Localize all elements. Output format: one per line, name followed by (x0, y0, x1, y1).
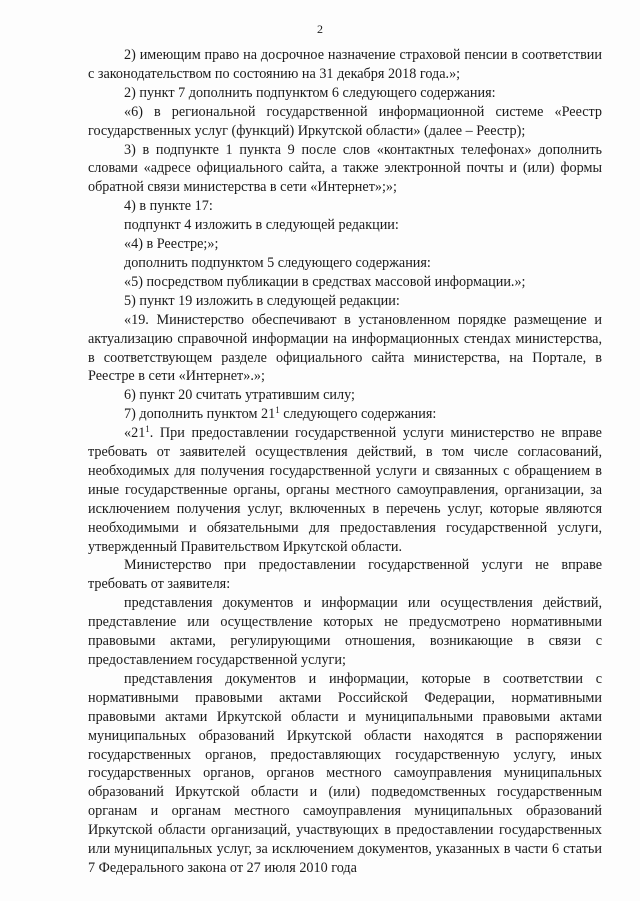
paragraph: представления документов и информации или осуществления действий, представление или осуществление которых не предусмотрено нормативными правовыми актами, регулирующими отношения, возникающие в связи с предоставлением государственной услуги; (88, 595, 602, 668)
superscript: 1 (145, 424, 150, 435)
superscript: 1 (275, 405, 280, 416)
paragraph: 3) в подпункте 1 пункта 9 после слов «контактных телефонах» дополнить словами «адресе официального сайта, а также электронной почты и (или) формы обратной связи министерства в сети «Интернет»;»; (88, 141, 602, 196)
paragraph: «4) в Реестре;»; (124, 236, 219, 253)
paragraph-item-21-1 (88, 424, 602, 556)
paragraph-item-21-1-intro (88, 405, 602, 424)
paragraph: 2) имеющим право на досрочное назначение страховой пенсии в соответствии с законодательством по состоянию на 31 декабря 2018 года.»; (88, 47, 602, 82)
paragraph: 2) пункт 7 дополнить подпунктом 6 следующего содержания: (124, 84, 496, 101)
paragraph: «19. Министерство обеспечивают в установленном порядке размещение и актуализацию справочной информации на информационных стендах министерства, в соответствующем разделе официального сайта министерства, на Портале, в Реестре в сети «Интернет».»; (88, 311, 602, 385)
text-run: «21 (124, 425, 146, 442)
text-run: 7) дополнить пунктом 21 (124, 406, 276, 423)
page-number: 2 (317, 22, 323, 36)
paragraph: 4) в пункте 17: (124, 198, 213, 215)
paragraph: «6) в региональной государственной информационной системе «Реестр государственных услуг (функций) Иркутской области» (далее – Реестр); (88, 103, 602, 139)
paragraph: Министерство при предоставлении государственной услуги не вправе требовать от заявителя: (88, 557, 602, 593)
text-run: . При предоставлении государственной услуги министерство не вправе требовать от заявителей осуществления действий, в том числе согласований, необходимых для получения государственной услуги и связанных с обращением в иные государственные органы, органы местного самоуправления, организации, за исключением получения услуг, включенных в перечень услуг, которые являются необходимыми и обязательными для предоставления государственной услуги, утвержденный Правительством Иркутской области. (88, 425, 602, 555)
paragraph: подпункт 4 изложить в следующей редакции: (124, 217, 399, 234)
document-body (88, 46, 602, 878)
text-run: следующего содержания: (279, 406, 437, 423)
paragraph: представления документов и информации, которые в соответствии с нормативными правовыми актами Российской Федерации, нормативными правовыми актами Иркутской области и муниципальными правовыми актами муниципальных образований Иркутской области находятся в распоряжении государственных органов, предоставляющих государственную услугу, иных государственных органов, органов местного самоуправления муниципальных образований Иркутской области и (или) подведомственных государственным органам и органам местного самоуправления муниципальных образований Иркутской области организаций, участвующих в предоставлении государственных или муниципальных услуг, за исключением документов, указанных в части 6 статьи 7 Федерального закона от 27 июля 2010 года (88, 670, 602, 876)
paragraph: дополнить подпунктом 5 следующего содержания: (124, 254, 431, 271)
paragraph: 5) пункт 19 изложить в следующей редакции: (124, 292, 400, 309)
paragraph: 6) пункт 20 считать утратившим силу; (124, 387, 355, 404)
paragraph: «5) посредством публикации в средствах массовой информации.»; (124, 273, 526, 290)
